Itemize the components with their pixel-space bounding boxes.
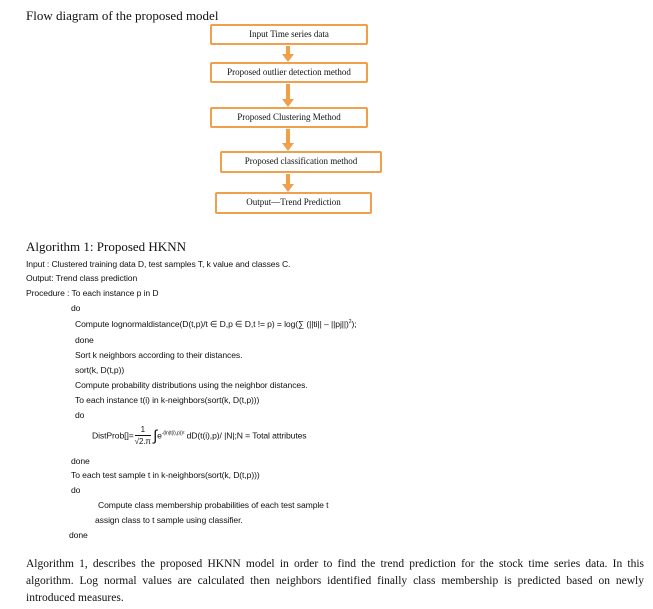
node-input: [210, 24, 368, 45]
alg-distprob-fraction-denominator: √2.π: [134, 437, 151, 446]
alg-done-3: done: [69, 530, 88, 540]
alg-compute-lognormal-text: Compute lognormaldistance(D(t,p)/t ∈ D,p ∈ D,t != p) = log(∑ (||ti|| – ||pj||): [75, 319, 349, 329]
node-classification: [220, 151, 382, 173]
alg-compute-lognormal-end: );: [351, 319, 357, 329]
alg-sort-text: Sort k neighbors according to their distances.: [75, 350, 243, 360]
node-outlier-label: Proposed outlier detection method: [227, 67, 351, 77]
alg-sort-call: sort(k, D(t,p)): [75, 365, 125, 375]
diagram-title: Flow diagram of the proposed model: [26, 8, 219, 23]
node-input-label: Input Time series data: [249, 29, 329, 39]
edge-classification-output: [282, 174, 294, 192]
node-output: [215, 192, 372, 214]
alg-done-1: done: [75, 335, 94, 345]
alg-distprob-rhs: dD(t(i),p)/ |N|;N = Total attributes: [184, 430, 307, 441]
node-clustering: [210, 107, 368, 128]
alg-distprob-fraction: [135, 425, 151, 447]
node-clustering-label: Proposed Clustering Method: [237, 112, 341, 122]
alg-output: Output: Trend class prediction: [26, 273, 138, 283]
alg-done-2: done: [71, 456, 90, 466]
alg-distprob-exp-sup: -(ln(t(i),p))²: [161, 430, 185, 437]
alg-do-3: do: [71, 485, 81, 495]
alg-input: Input : Clustered training data D, test samples T, k value and classes C.: [26, 259, 291, 269]
alg-to-each-test: To each test sample t in k-neighbors(sort(k, D(t,p))): [71, 470, 260, 480]
alg-compute-prob: Compute probability distributions using the neighbor distances.: [75, 380, 308, 390]
alg-to-each-instance: To each instance t(i) in k-neighbors(sort(k, D(t,p))): [75, 395, 260, 405]
alg-compute-lognormal: [75, 319, 357, 330]
alg-assign-class: assign class to t sample using classifier.: [95, 515, 243, 525]
alg-do-2: do: [75, 410, 85, 420]
edge-outlier-clustering: [282, 84, 294, 107]
alg-distprob-fraction-numerator: 1: [135, 425, 151, 436]
edge-input-outlier: [282, 46, 294, 62]
node-classification-label: Proposed classification method: [244, 156, 358, 166]
alg-distprob-lhs: DistProb[]=: [92, 430, 134, 441]
alg-distprob-exp-base: e: [157, 430, 162, 441]
node-output-label: Output—Trend Prediction: [246, 197, 341, 207]
alg-procedure: Procedure : To each instance p in D: [26, 288, 159, 298]
alg-compute-class: Compute class membership probabilities of each test sample t: [98, 500, 329, 510]
algorithm-title: Algorithm 1: Proposed HKNN: [26, 239, 186, 254]
alg-do-1: do: [71, 303, 81, 313]
integral-symbol: ∫: [153, 427, 158, 445]
node-outlier: [210, 62, 368, 83]
alg-distprob: [92, 425, 306, 447]
body-paragraph: Algorithm 1, describes the proposed HKNN model in order to find the trend prediction for the stock time series data. In this algorithm. Log normal values are calculated then neighbors identified finally class membership is predicted based on newly introduced measures.: [26, 558, 644, 604]
edge-clustering-classification: [282, 129, 294, 151]
alg-compute-lognormal-sup: 2: [348, 319, 352, 326]
